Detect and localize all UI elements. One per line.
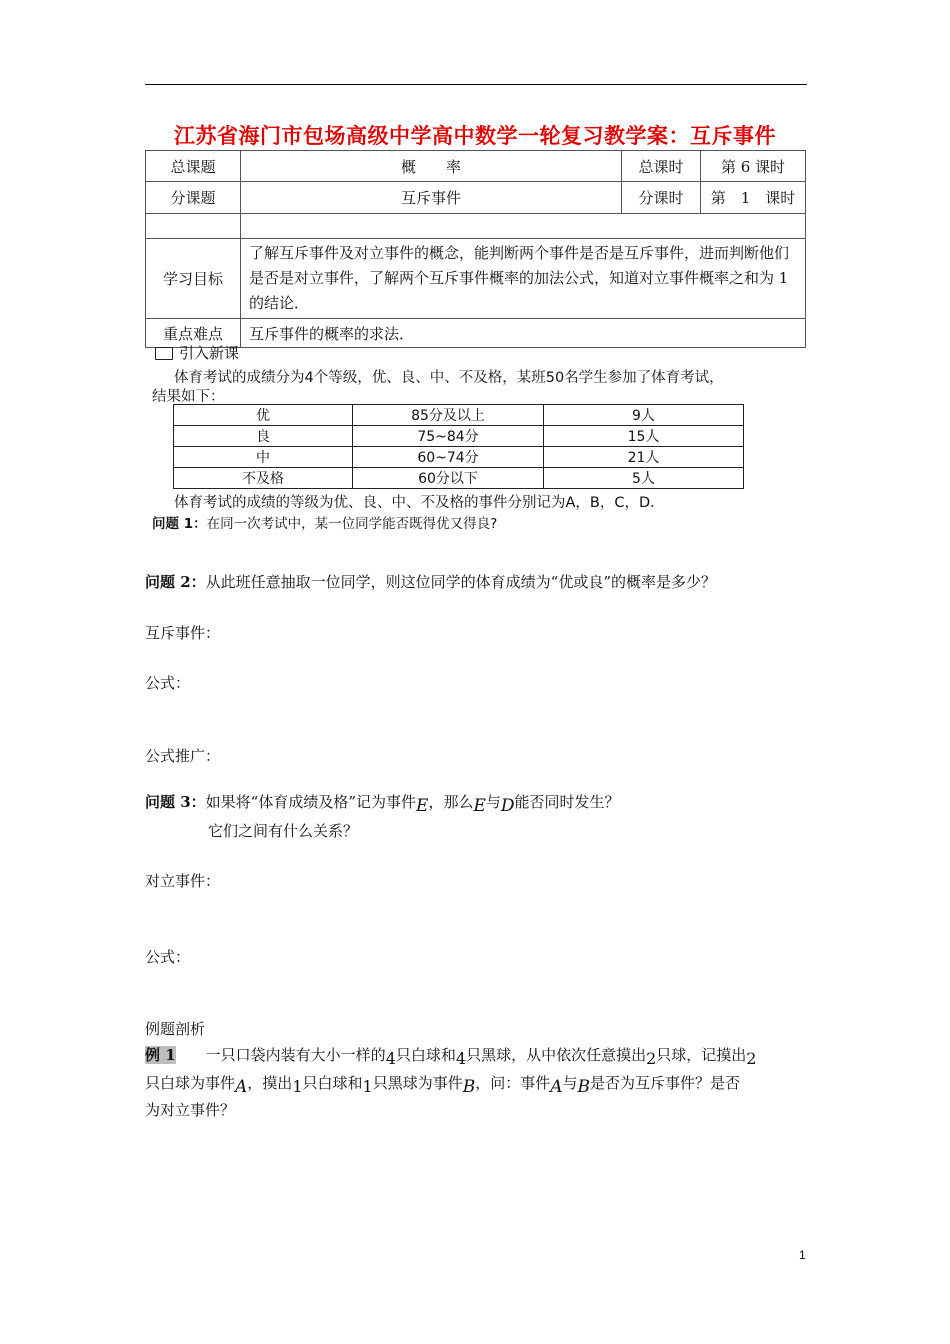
- num: 2: [646, 1049, 657, 1068]
- range-cell: 60分以下: [353, 468, 544, 489]
- question-3-label: 问题 3：: [145, 793, 206, 811]
- formula-ext-label: 公式推广：: [145, 747, 221, 765]
- example-text: 只白球和: [302, 1074, 363, 1092]
- sub-topic-label: 分课题: [146, 182, 241, 214]
- page-number: 1: [799, 1248, 806, 1262]
- example-text: 一只口袋内装有大小一样的: [205, 1046, 386, 1064]
- num: 1: [362, 1077, 373, 1096]
- range-cell: 60~74分: [353, 447, 544, 468]
- example-text: 只白球和: [395, 1046, 456, 1064]
- question-2-text: 从此班任意抽取一位同学，则这位同学的体育成绩为“优或良”的概率是多少？: [205, 573, 717, 591]
- sub-topic-value: 互斥事件: [241, 182, 622, 214]
- var-e: E: [473, 796, 486, 816]
- question-1-text: 在同一次考试中，某一位同学能否既得优又得良?: [206, 516, 498, 532]
- sub-hours-label: 分课时: [622, 182, 701, 214]
- count-cell: 15人: [544, 426, 744, 447]
- var-e: E: [416, 796, 429, 816]
- header-rule: [145, 84, 807, 85]
- intro-heading-text: 引入新课: [179, 344, 240, 362]
- example-line: [145, 1041, 810, 1069]
- example-text: 只球，记摸出: [656, 1046, 747, 1064]
- var-b: B: [577, 1077, 591, 1097]
- goal-label: 学习目标: [146, 239, 241, 319]
- question-2: [145, 571, 716, 592]
- empty-cell: [241, 214, 806, 239]
- example-text: 与: [562, 1074, 578, 1092]
- example-section: 例题剖析: [145, 1020, 206, 1038]
- key-text: 互斥事件的概率的求法．: [241, 319, 806, 348]
- example-line: 为对立事件？: [145, 1101, 236, 1119]
- var-a: A: [550, 1077, 563, 1097]
- grade-cell: 良: [174, 426, 353, 447]
- total-hours-label: 总课时: [622, 151, 701, 182]
- example-text: 是否为互斥事件？是否: [590, 1074, 741, 1092]
- formula-label: 公式：: [145, 674, 191, 692]
- intro-line-2: 结果如下：: [152, 389, 225, 405]
- key-label: 重点难点: [146, 319, 241, 348]
- total-topic-value: 概 率: [241, 151, 622, 182]
- var-d: D: [500, 796, 515, 816]
- question-1-label: 问题 1：: [152, 516, 207, 532]
- var-b: B: [462, 1077, 476, 1097]
- opposite-label: 对立事件：: [145, 872, 221, 890]
- folder-icon: [155, 347, 173, 360]
- question-2-label: 问题 2：: [145, 573, 206, 591]
- num: 2: [746, 1049, 757, 1068]
- table-row: [174, 447, 744, 468]
- var-a: A: [235, 1077, 248, 1097]
- mutex-label: 互斥事件：: [145, 624, 221, 642]
- question-1: [152, 512, 497, 532]
- num: 4: [455, 1049, 467, 1068]
- goal-text: 了解互斥事件及对立事件的概念，能判断两个事件是否是互斥事件，进而判断他们是否是对立事件，了解两个互斥事件概率的加法公式，知道对立事件概率之和为 1 的结论．: [241, 239, 806, 319]
- num: 1: [292, 1077, 303, 1096]
- total-topic-label: 总课题: [146, 151, 241, 182]
- formula-label-2: 公式：: [145, 948, 191, 966]
- example-text: 只白球为事件: [145, 1074, 236, 1092]
- course-info-table: [145, 150, 806, 348]
- num: 4: [385, 1049, 396, 1068]
- total-hours-value: 第 6 课时: [701, 151, 806, 182]
- empty-cell: [146, 214, 241, 239]
- example-text: ，问：事件: [475, 1074, 551, 1092]
- question-3-text: 能否同时发生？: [514, 793, 620, 811]
- range-cell: 85分及以上: [353, 405, 544, 426]
- intro-line-3: 体育考试的成绩的等级为优、良、中、不及格的事件分别记为A，B，C，D．: [174, 495, 665, 511]
- question-3: [145, 791, 620, 816]
- example-text: ，摸出: [247, 1074, 293, 1092]
- range-cell: 75~84分: [353, 426, 544, 447]
- table-row: [174, 426, 744, 447]
- intro-heading: [155, 342, 239, 363]
- sub-hours-value: 第 1 课时: [701, 182, 806, 214]
- grade-cell: 不及格: [174, 468, 353, 489]
- intro-line-1: 体育考试的成绩分为4个等级，优、良、中、不及格，某班50名学生参加了体育考试，: [174, 370, 724, 386]
- page-title: 江苏省海门市包场高级中学高中数学一轮复习教学案：互斥事件: [174, 123, 776, 148]
- question-3-text: 与: [485, 793, 501, 811]
- count-cell: 5人: [544, 468, 744, 489]
- table-row: [174, 468, 744, 489]
- example-label: 例 1: [145, 1046, 176, 1064]
- count-cell: 21人: [544, 447, 744, 468]
- example-text: 只黑球为事件: [372, 1074, 463, 1092]
- example-1: [145, 1041, 810, 1124]
- example-text: 只黑球，从中依次任意摸出: [466, 1046, 647, 1064]
- example-line: [145, 1069, 810, 1097]
- question-3-text: ，那么: [428, 793, 474, 811]
- grade-table: [173, 404, 744, 489]
- count-cell: 9人: [544, 405, 744, 426]
- question-3-line-2: 它们之间有什么关系？: [208, 822, 359, 840]
- grade-cell: 优: [174, 405, 353, 426]
- grade-cell: 中: [174, 447, 353, 468]
- question-3-text: 如果将“体育成绩及格”记为事件: [205, 793, 417, 811]
- table-row: [174, 405, 744, 426]
